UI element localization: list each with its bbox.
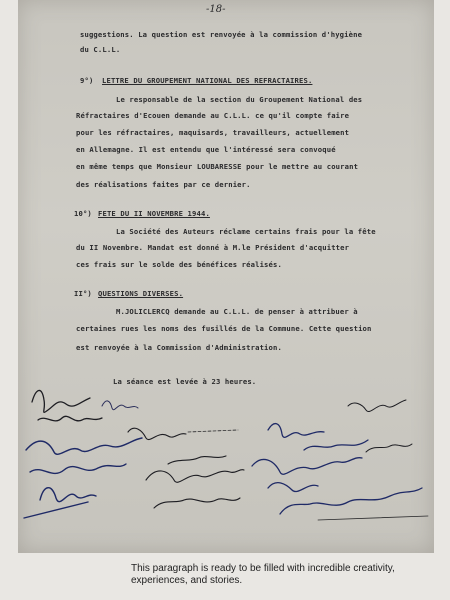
signature-5	[252, 424, 422, 514]
scanned-document	[18, 0, 434, 553]
signature-4	[128, 428, 244, 508]
section-10-number: 10°)	[74, 209, 92, 218]
section-11-line: certaines rues les noms des fusillés de la Commune. Cette question	[76, 324, 372, 333]
caption-text: This paragraph is ready to be filled with incredible creativity, experiences, and stories.	[131, 563, 395, 586]
section-10-line: ces frais sur le solde des bénéfices réalisés.	[76, 260, 282, 269]
section-9-line: en Allemagne. Il est entendu que l'intéressé sera convoqué	[76, 145, 336, 154]
section-9-line: pour les réfractaires, maquisards, travailleurs, actuellement	[76, 128, 350, 137]
page-number: -18-	[206, 4, 226, 15]
section-11-line: M.JOLICLERCQ demande au C.L.L. de penser à attribuer à	[116, 307, 358, 316]
signature-underline-dashes	[188, 430, 428, 520]
section-9-number: 9°)	[80, 76, 94, 85]
section-9-line: des réalisations faites par ce dernier.	[76, 180, 251, 189]
signatures-block	[18, 380, 434, 553]
closing-line: La séance est levée à 23 heures.	[113, 377, 257, 386]
section-10-line: du II Novembre. Mandat est donné à M.le Président d'acquitter	[76, 243, 350, 252]
section-9-line: en même temps que Monsieur LOUBARESSE pour le mettre au courant	[76, 162, 359, 171]
section-9-heading: LETTRE DU GROUPEMENT NATIONAL DES REFRACTAIRES.	[102, 76, 313, 85]
section-10-line: La Société des Auteurs réclame certains frais pour la fête	[116, 227, 376, 236]
section-11-line: est renvoyée à la Commission d'Administration.	[76, 343, 282, 352]
section-9-line: Le responsable de la section du Groupement National des	[116, 95, 363, 104]
signature-3	[24, 438, 142, 518]
section-9-line: Réfractaires d'Ecouen demande au C.L.L. ce qu'il compte faire	[76, 111, 350, 120]
carryover-line-1: suggestions. La question est renvoyée à la commission d'hygiène	[80, 30, 363, 39]
carryover-line-2: du C.L.L.	[80, 45, 121, 54]
section-11-number: II°)	[74, 289, 92, 298]
section-10-heading: FETE DU II NOVEMBRE 1944.	[98, 209, 210, 218]
signature-2	[102, 401, 138, 410]
signature-1	[32, 390, 102, 420]
section-11-heading: QUESTIONS DIVERSES.	[98, 289, 184, 298]
